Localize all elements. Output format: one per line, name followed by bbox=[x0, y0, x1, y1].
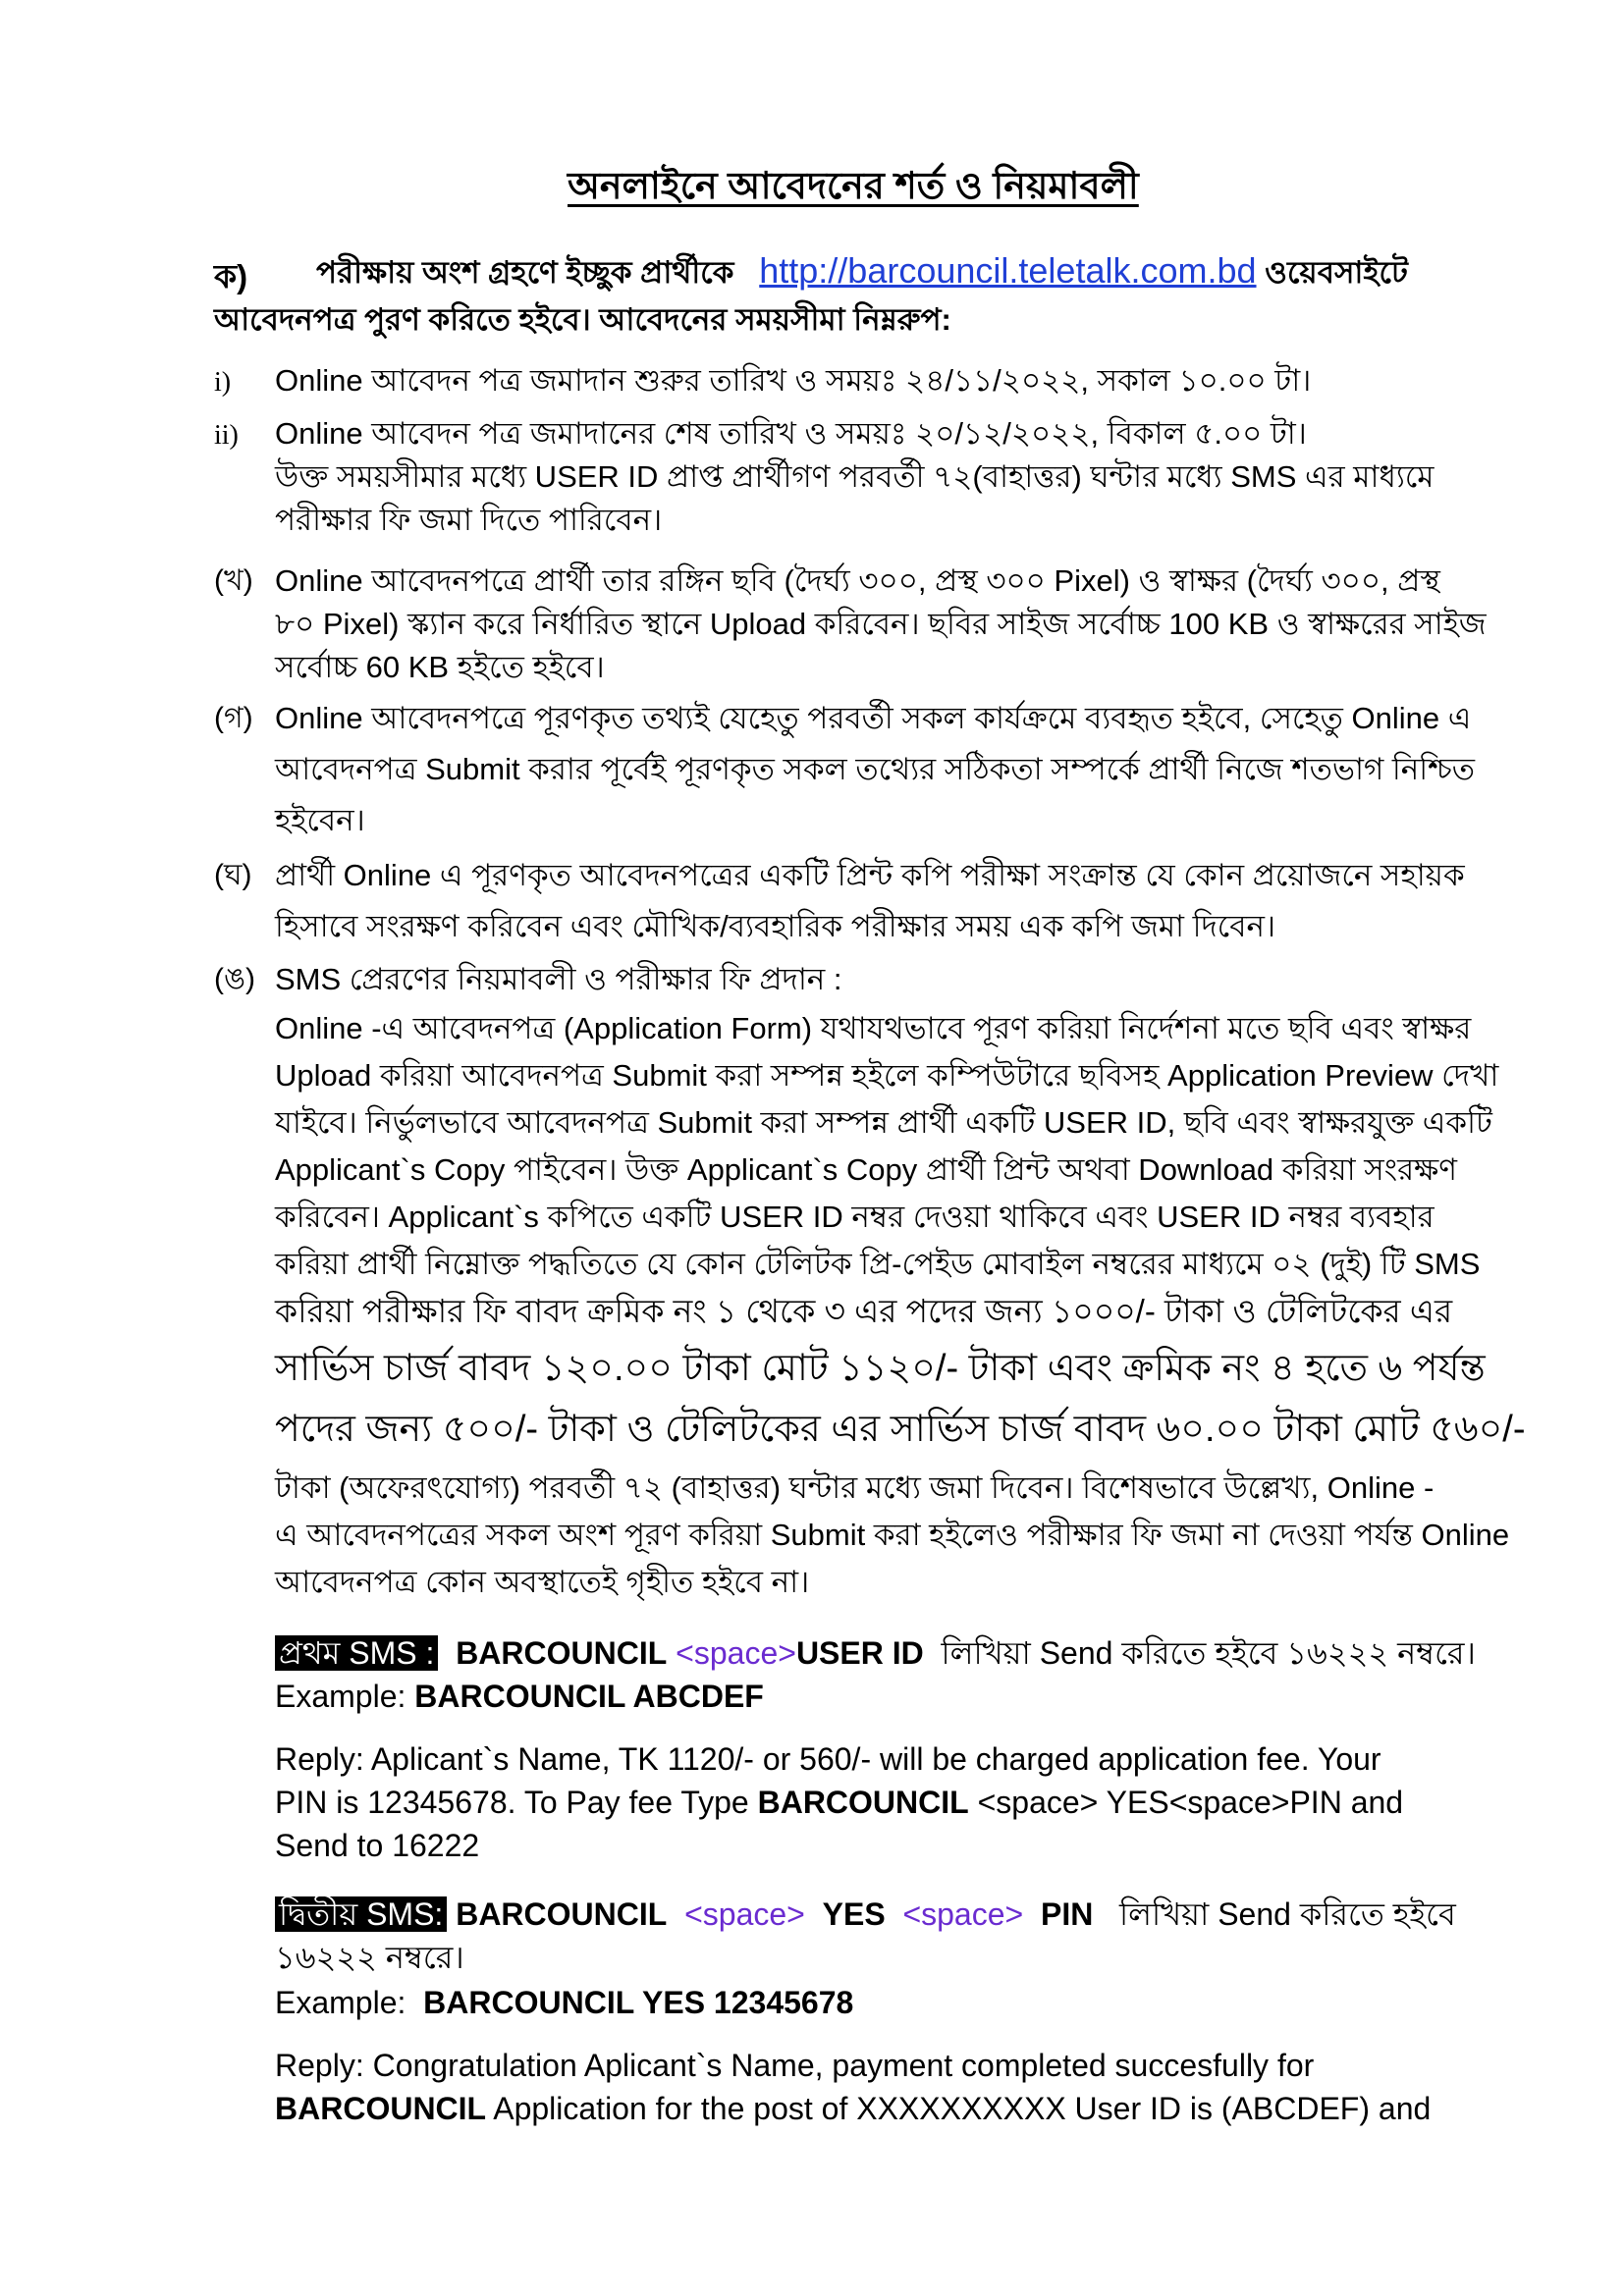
section-kha-line1: Online আবেদনপত্রে প্রার্থী তার রঙ্গিন ছবি (দৈর্ঘ্য ৩০০, প্রস্থ ৩০০ Pixel) ও স্বাক্ষর (দৈর্ঘ্য ৩০০, প্রস্থ bbox=[275, 563, 1440, 598]
section-ga-line2: আবেদনপত্র Submit করার পূর্বেই পূরণকৃত সকল তথ্যের সঠিকতা সম্পর্কে প্রার্থী নিজে শতভাগ নিশ্চিত bbox=[275, 752, 1475, 786]
website-link[interactable]: http://barcouncil.teletalk.com.bd bbox=[759, 250, 1257, 291]
sms1-keyword: BARCOUNCIL bbox=[456, 1635, 668, 1671]
sms2-example-value: BARCOUNCIL YES 12345678 bbox=[423, 1985, 854, 2020]
sms2-space-2: <space> bbox=[902, 1896, 1024, 1932]
section-ka-line1 bbox=[316, 251, 1455, 293]
sms2-reply-line2 bbox=[275, 2089, 1431, 2128]
section-gha-label: (ঘ) bbox=[214, 859, 252, 891]
sms1-reply-line1: Reply: Aplicant`s Name, TK 1120/- or 560/- will be charged application fee. Your bbox=[275, 1741, 1381, 1777]
item-ii-line1: Online আবেদন পত্র জমাদানের শেষ তারিখ ও সময়ঃ ২০/১২/২০২২, বিকাল ৫.০০ টা। bbox=[275, 416, 1307, 451]
section-ka-text-after: ওয়েবসাইটে bbox=[1265, 255, 1408, 290]
sms1-reply-keyword: BARCOUNCIL bbox=[757, 1785, 969, 1820]
sms1-example-value: BARCOUNCIL ABCDEF bbox=[414, 1679, 764, 1714]
sms2-tag: দ্বিতীয় SMS: bbox=[275, 1896, 447, 1932]
section-ka-line2: আবেদনপত্র পুরণ করিতে হইবে। আবেদনের সময়সীমা নিম্নরুপ: bbox=[214, 302, 951, 337]
sms1-example bbox=[275, 1677, 764, 1716]
section-uma-line: Upload করিয়া আবেদনপত্র Submit করা সম্পন্ন হইলে কম্পিউটারে ছবিসহ Application Preview দেখা bbox=[275, 1058, 1499, 1093]
section-uma-line: করিবেন। Applicant`s কপিতে একটি USER ID নম্বর দেওয়া থাকিবে এবং USER ID নম্বর ব্যবহার bbox=[275, 1200, 1435, 1234]
sms2-reply-line1: Reply: Congratulation Aplicant`s Name, payment completed succesfully for bbox=[275, 2048, 1315, 2083]
section-ga-line3: হইবেন। bbox=[275, 803, 365, 837]
sms2-reply-keyword: BARCOUNCIL bbox=[275, 2091, 487, 2126]
sms1-reply-c: <space> YES<space>PIN and bbox=[977, 1785, 1404, 1820]
section-uma-label: (ঙ) bbox=[214, 963, 255, 995]
sms1-userid: USER ID bbox=[795, 1635, 924, 1671]
section-kha-line2: ৮০ Pixel) স্ক্যান করে নির্ধারিত স্থানে Upload করিবেন। ছবির সাইজ সর্বোচ্চ 100 KB ও স্বাক্ষরের সাইজ bbox=[275, 607, 1487, 641]
sms1-tag: প্রথম SMS : bbox=[275, 1635, 438, 1671]
sms1-line bbox=[275, 1633, 1476, 1673]
section-gha-line1: প্রার্থী Online এ পূরণকৃত আবেদনপত্রের একটি প্রিন্ট কপি পরীক্ষা সংক্রান্ত যে কোন প্রয়োজনে সহায়ক bbox=[275, 858, 1465, 892]
item-i-label: i) bbox=[214, 367, 232, 398]
sms1-example-label: Example: bbox=[275, 1679, 406, 1714]
section-uma-line: এ আবেদনপত্রের সকল অংশ পূরণ করিয়া Submit করা হইলেও পরীক্ষার ফি জমা না দেওয়া পর্যন্ত Online bbox=[275, 1518, 1510, 1552]
sms1-reply-line2 bbox=[275, 1783, 1403, 1822]
section-ka-text: পরীক্ষায় অংশ গ্রহণে ইচ্ছুক প্রার্থীকে bbox=[316, 255, 734, 290]
sms2-line2: ১৬২২২ নম্বরে। bbox=[275, 1940, 464, 1975]
sms2-pin: PIN bbox=[1040, 1896, 1094, 1932]
section-ga-line1: Online আবেদনপত্রে পূরণকৃত তথ্যই যেহেতু পরবর্তী সকল কার্যক্রমে ব্যবহৃত হইবে, সেহেতু Online এ bbox=[275, 701, 1472, 735]
sms2-keyword: BARCOUNCIL bbox=[456, 1896, 668, 1932]
sms1-space: <space> bbox=[676, 1635, 796, 1671]
section-kha-label: (খ) bbox=[214, 564, 253, 597]
item-ii-label: ii) bbox=[214, 420, 239, 451]
section-kha-line3: সর্বোচ্চ 60 KB হইতে হইবে। bbox=[275, 650, 605, 684]
item-ii-line3: পরীক্ষার ফি জমা দিতে পারিবেন। bbox=[275, 503, 663, 537]
sms1-reply-a: PIN is 12345678. To Pay fee Type bbox=[275, 1785, 749, 1820]
sms2-reply-b: Application for the post of XXXXXXXXXX User ID is (ABCDEF) and bbox=[493, 2091, 1432, 2126]
sms1-rest: লিখিয়া Send করিতে হইবে ১৬২২২ নম্বরে। bbox=[941, 1635, 1476, 1671]
section-uma-line: যাইবে। নির্ভুলভাবে আবেদনপত্র Submit করা সম্পন্ন প্রার্থী একটি USER ID, ছবি এবং স্বাক্ষরযুক্ত একটি bbox=[275, 1105, 1492, 1140]
sms2-space: <space> bbox=[684, 1896, 805, 1932]
page-title: অনলাইনে আবেদনের শর্ত ও নিয়মাবলী bbox=[568, 166, 1139, 207]
sms2-rest: লিখিয়া Send করিতে হইবে bbox=[1119, 1896, 1456, 1932]
sms2-yes: YES bbox=[822, 1896, 886, 1932]
sms1-reply-line3: Send to 16222 bbox=[275, 1828, 480, 1863]
item-i-text: Online আবেদন পত্র জমাদান শুরুর তারিখ ও সময়ঃ ২৪/১১/২০২২, সকাল ১০.০০ টা। bbox=[275, 363, 1312, 398]
section-uma-heading: SMS প্রেরণের নিয়মাবলী ও পরীক্ষার ফি প্রদান : bbox=[275, 962, 842, 996]
section-uma-line: করিয়া পরীক্ষার ফি বাবদ ক্রমিক নং ১ থেকে ৩ এর পদের জন্য ১০০০/- টাকা ও টেলিটকের এর bbox=[275, 1293, 1453, 1329]
sms2-line bbox=[275, 1895, 1456, 1934]
section-uma-line: করিয়া প্রার্থী নিম্নোক্ত পদ্ধতিতে যে কোন টেলিটক প্রি-পেইড মোবাইল নম্বরের মাধ্যমে ০২ (দুই) টি SMS bbox=[275, 1247, 1481, 1281]
section-uma-line: Applicant`s Copy পাইবেন। উক্ত Applicant`s Copy প্রার্থী প্রিন্ট অথবা Download করিয়া সংরক্ষণ bbox=[275, 1152, 1457, 1187]
section-uma-line: টাকা (অফেরৎযোগ্য) পরবর্তী ৭২ (বাহাত্তর) ঘন্টার মধ্যে জমা দিবেন। বিশেষভাবে উল্লেখ্য, Online - bbox=[275, 1470, 1435, 1505]
section-uma-line: সার্ভিস চার্জ বাবদ ১২০.০০ টাকা মোট ১১২০/- টাকা এবং ক্রমিক নং ৪ হতে ৬ পর্যন্ত bbox=[275, 1348, 1486, 1389]
section-ga-label: (গ) bbox=[214, 702, 253, 734]
sms2-example-label: Example: bbox=[275, 1985, 406, 2020]
section-gha-line2: হিসাবে সংরক্ষণ করিবেন এবং মৌখিক/ব্যবহারিক পরীক্ষার সময় এক কপি জমা দিবেন। bbox=[275, 909, 1276, 943]
sms2-example bbox=[275, 1983, 853, 2022]
section-uma-line: Online -এ আবেদনপত্র (Application Form) যথাযথভাবে পূরণ করিয়া নির্দেশনা মতে ছবি এবং স্বাক্ষর bbox=[275, 1011, 1472, 1045]
section-uma-line: আবেদনপত্র কোন অবস্থাতেই গৃহীত হইবে না। bbox=[275, 1565, 810, 1599]
section-ka-label: ক) bbox=[214, 258, 248, 294]
item-ii-line2: উক্ত সময়সীমার মধ্যে USER ID প্রাপ্ত প্রার্থীগণ পরবর্তী ৭২(বাহাত্তর) ঘন্টার মধ্যে SMS এর মাধ্যমে bbox=[275, 459, 1435, 494]
section-uma-line: পদের জন্য ৫০০/- টাকা ও টেলিটকের এর সার্ভিস চার্জ বাবদ ৬০.০০ টাকা মোট ৫৬০/- bbox=[275, 1409, 1526, 1450]
